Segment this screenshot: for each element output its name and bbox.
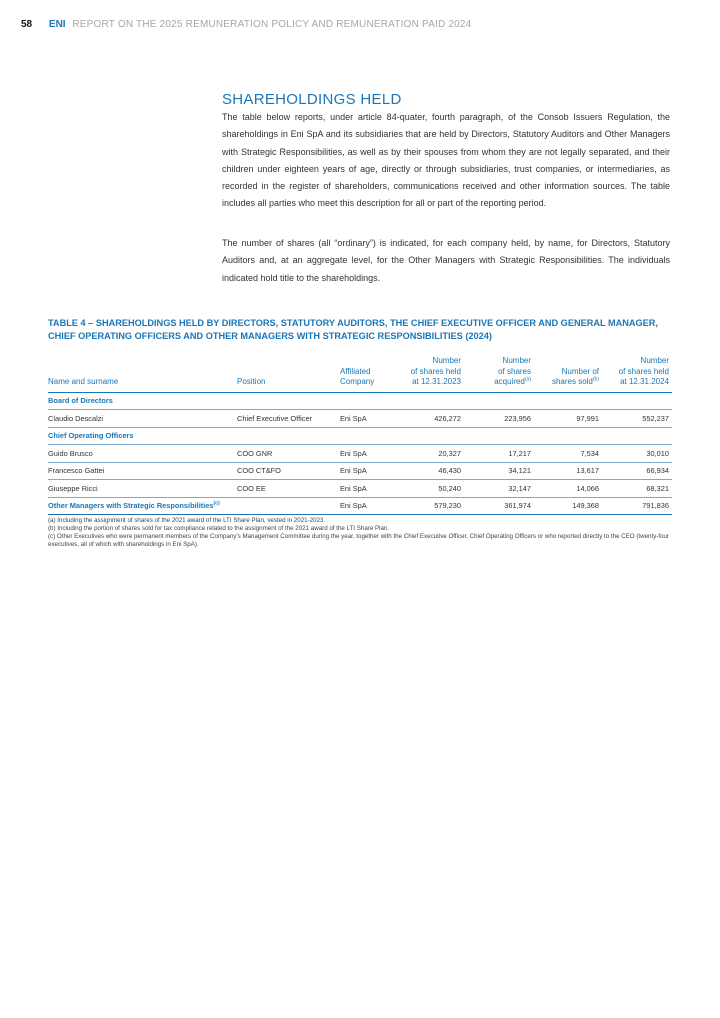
cell-held-start: 46,430	[397, 462, 464, 480]
table-title: TABLE 4 – SHAREHOLDINGS HELD BY DIRECTORS, STATUTORY AUDITORS, THE CHIEF EXECUTIVE OFFICER AND GENERAL MANAGER, CHIEF OPERATING OFFICERS AND OTHER MANAGERS WITH STRATEGIC RESPONSIBILITIES (2024)	[48, 318, 658, 341]
cell-acquired: 17,217	[464, 445, 534, 463]
intro-paragraph: The table below reports, under article 84-quater, fourth paragraph, of the Consob Issuers Regulation, the shareholdings in Eni SpA and its subsidiaries that are held by Directors, Statutory Auditors and Other Managers with Strategic Responsibilities, as well as by their spouses from whom they are not legally separated, and their children under eighteen years of age, directly or through subsidiaries, trust companies, or intermediaries, as recorded in the register of shareholders, communications received and other information sources. The table includes all parties who meet this description for all or part of the reporting period.	[222, 112, 670, 209]
cell-acquired: 34,121	[464, 462, 534, 480]
table-row	[48, 462, 672, 480]
col-header-held-start: Number of shares held at 12.31.2023	[397, 356, 464, 392]
cell-sold: 14,066	[534, 480, 602, 498]
cell-company: Eni SpA	[340, 445, 397, 463]
footnote-b: (b) Including the portion of shares sold for tax compliance related to the assignment of the 2021 award of the LTI Share Plan.	[48, 525, 390, 532]
cell-position: COO CT&FO	[237, 462, 340, 480]
cell-held-start: 50,240	[397, 480, 464, 498]
group-row-coo	[48, 427, 672, 445]
cell-acquired: 32,147	[464, 480, 534, 498]
cell-held-end: 30,010	[602, 445, 672, 463]
group-row-board	[48, 392, 672, 410]
cell-held-start: 426,272	[397, 410, 464, 428]
section-title: SHAREHOLDINGS HELD	[222, 91, 402, 108]
cell-position: COO GNR	[237, 445, 340, 463]
cell-held-end: 68,321	[602, 480, 672, 498]
cell-sold: 149,368	[534, 497, 602, 515]
cell-name: Claudio Descalzi	[48, 410, 237, 428]
cell-name: Other Managers with Strategic Responsibilities$^{(c)}$	[48, 497, 340, 515]
page-number: 58	[21, 19, 33, 30]
document-title: REPORT ON THE 2025 REMUNERATION POLICY AND REMUNERATION PAID 2024	[72, 19, 472, 30]
shareholdings-table	[48, 356, 672, 515]
cell-position: Chief Executive Officer	[237, 410, 340, 428]
cell-held-end: 791,836	[602, 497, 672, 515]
cell-acquired: 223,956	[464, 410, 534, 428]
table-row	[48, 410, 672, 428]
cell-held-end: 66,934	[602, 462, 672, 480]
table-footnotes	[48, 517, 673, 549]
shares-paragraph: The number of shares (all “ordinary”) is indicated, for each company held, by name, for Directors, Statutory Auditors and, at an aggregate level, for the Other Managers with Strategic Responsibilities. The individuals indicated hold title to the shareholdings.	[222, 238, 670, 283]
cell-position: COO EE	[237, 480, 340, 498]
col-header-sold: Number of shares sold$^{(b)}$	[534, 356, 602, 392]
col-header-acquired: Number of shares acquired$^{(a)}$	[464, 356, 534, 392]
cell-acquired: 361,974	[464, 497, 534, 515]
cell-sold: 97,991	[534, 410, 602, 428]
table-row-other-managers	[48, 497, 672, 515]
cell-name: Francesco Gattei	[48, 462, 237, 480]
footnote-a: (a) Including the assignment of shares of the 2021 award of the LTI Share Plan, vested in 2021-2023.	[48, 517, 326, 524]
brand-name: ENI	[48, 19, 66, 30]
group-label: Chief Operating Officers	[48, 427, 672, 445]
col-header-position: Position	[237, 356, 340, 392]
cell-sold: 7,534	[534, 445, 602, 463]
cell-name: Guido Brusco	[48, 445, 237, 463]
col-header-company: Affiliated Company	[340, 356, 397, 392]
cell-sold: 13,617	[534, 462, 602, 480]
group-label: Board of Directors	[48, 392, 672, 410]
cell-held-end: 552,237	[602, 410, 672, 428]
cell-held-start: 20,327	[397, 445, 464, 463]
table-row	[48, 480, 672, 498]
footnote-c: (c) Other Executives who were permanent members of the Company's Management Committee during the year, together with the Chief Executive Officer, Chief Operating Officers or who reported directly to the CEO (twenty-four executives, all of which with shareholdings in Eni SpA).	[48, 533, 670, 548]
cell-company: Eni SpA	[340, 462, 397, 480]
cell-company: Eni SpA	[340, 410, 397, 428]
col-header-held-end: Number of shares held at 12.31.2024	[602, 356, 672, 392]
cell-company: Eni SpA	[340, 480, 397, 498]
table-header-row	[48, 356, 672, 392]
cell-company: Eni SpA	[340, 497, 397, 515]
page-header	[21, 19, 471, 30]
cell-name: Giuseppe Ricci	[48, 480, 237, 498]
table-row	[48, 445, 672, 463]
cell-held-start: 579,230	[397, 497, 464, 515]
col-header-name: Name and surname	[48, 356, 237, 392]
